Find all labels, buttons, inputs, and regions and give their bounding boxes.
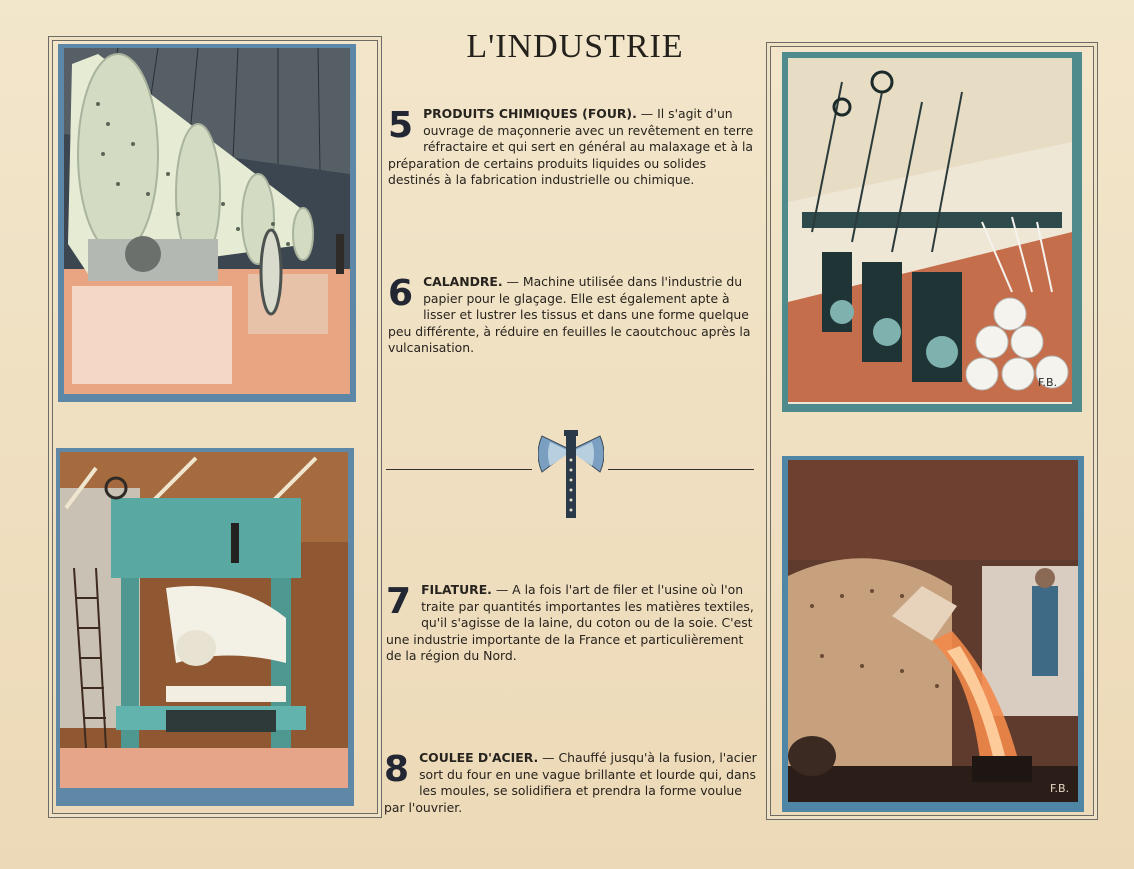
divider-left [386, 469, 532, 470]
plate-8-signature: F.B. [1050, 782, 1070, 795]
entry-heading: FILATURE. [421, 582, 492, 597]
entry-text: — Machine utilisée dans l'industrie du papier pour le glaçage. Elle est également apte à lisser et lustrer les tissus et dans une forme quelque peu différente, à réduire en feuilles le caoutchouc après la vulcanisation. [388, 274, 751, 356]
entry-filature [386, 582, 758, 665]
axe-emblem-icon [538, 430, 604, 522]
entry-number: 6 [388, 273, 414, 314]
entry-heading: CALANDRE. [423, 274, 503, 289]
plate-steel-pouring [782, 456, 1084, 812]
entry-number: 7 [386, 581, 412, 622]
entry-coulee-acier [384, 750, 758, 816]
plate-spinning-mill [782, 52, 1082, 412]
entry-text: — Chauffé jusqu'à la fusion, l'acier sort du four en une vague brillante et lourde qui, dans les moules, se solidifiera et prendra la forme voulue par l'ouvrier. [384, 750, 757, 815]
page-title: L'INDUSTRIE [466, 28, 684, 65]
plate-calender-machine [56, 448, 354, 806]
entry-number: 5 [388, 105, 414, 146]
entry-number: 8 [384, 749, 410, 790]
entry-heading: COULEE D'ACIER. [419, 750, 539, 765]
divider-right [608, 469, 754, 470]
entry-text: — A la fois l'art de filer et l'usine où l'on traite par quantités importantes les matières textiles, qu'il s'agisse de la laine, du coton ou de la soie. C'est une industrie importante de la France et particulièrement de la région du Nord. [386, 582, 754, 664]
plate-rotary-kiln [58, 44, 356, 402]
plate-7-signature: F.B. [1038, 376, 1058, 389]
entry-heading: PRODUITS CHIMIQUES (FOUR). [423, 106, 637, 121]
entry-produits-chimiques [388, 106, 758, 189]
entry-calandre [388, 274, 758, 357]
entry-text: — Il s'agit d'un ouvrage de maçonnerie avec un revêtement en terre réfractaire et qui sert en général au malaxage et à la préparation de certains produits liquides ou solides destinés à la fabrication industrielle ou chimique. [388, 106, 754, 188]
